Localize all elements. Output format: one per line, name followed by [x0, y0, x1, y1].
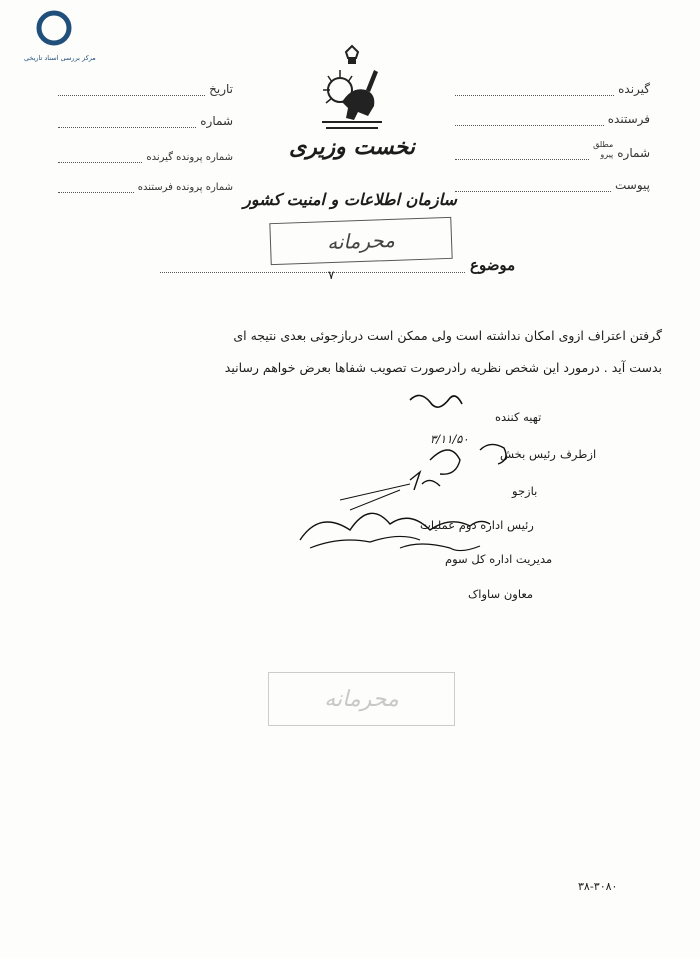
- number-field-right: [455, 140, 650, 160]
- recipient-file-dots: [58, 150, 142, 163]
- subject-line: [160, 272, 465, 273]
- section-head-label: رئیس بخش: [500, 447, 556, 461]
- date-field: [58, 82, 233, 96]
- body-line-2: بدست آید . درمورد این شخص نظریه رادرصورت تصویب شفاها بعرض خواهم رسانید: [224, 360, 662, 375]
- confidential-stamp-faint-text: محرمانه: [324, 686, 399, 712]
- recipient-field: [455, 82, 650, 96]
- attachment-field: [455, 178, 650, 192]
- dept-head-label: رئیس اداره دوم عملیات: [420, 518, 534, 532]
- recipient-label: گیرنده: [618, 82, 650, 96]
- from-side-label: ازطرف: [560, 447, 597, 461]
- interrogator-label: بازجو: [512, 484, 538, 498]
- attachment-dots: [455, 179, 611, 192]
- confidential-stamp: [269, 217, 452, 265]
- general-director-label: مدیریت اداره کل سوم: [445, 552, 553, 566]
- confidential-stamp-faint: [268, 672, 455, 726]
- sender-field: [455, 112, 650, 126]
- number-note-bottom: پیرو: [600, 150, 614, 159]
- preparer-label: تهیه کننده: [495, 410, 542, 424]
- lion-and-sun-emblem-icon: [312, 46, 392, 136]
- recipient-dots: [455, 83, 614, 96]
- confidential-stamp-text: محرمانه: [326, 227, 396, 255]
- recipient-file-label: شماره پرونده گیرنده: [146, 152, 233, 163]
- organization-name: سازمان اطلاعات و امنیت کشور: [243, 190, 457, 209]
- attachment-label: پیوست: [615, 178, 650, 192]
- sender-label: فرستنده: [607, 112, 650, 126]
- number-notes: [593, 140, 613, 160]
- body-line-1: گرفتن اعتراف ازوی امکان نداشته است ولی ممکن است دربازجوئی بعدی نتیجه ای: [233, 328, 662, 343]
- number-label-right: شماره: [617, 146, 650, 160]
- ministry-title: نخست وزیری: [289, 134, 415, 160]
- archive-logo: [8, 10, 118, 60]
- date-label: تاریخ: [209, 82, 233, 96]
- signature-scribbles-icon: [280, 390, 580, 570]
- archive-logo-icon: [36, 10, 76, 50]
- document-code: ۳۸-۳۰۸۰: [578, 880, 618, 893]
- number-note-top: مطلق: [593, 140, 614, 149]
- sender-dots: [455, 113, 604, 126]
- subject-number: ۷: [328, 268, 335, 282]
- number-label-left: شماره: [200, 114, 233, 128]
- subject-label: موضوع: [470, 256, 516, 274]
- sender-file-dots: [58, 180, 134, 193]
- number-field-left: [58, 114, 233, 128]
- number-dots-left: [58, 115, 196, 128]
- number-dots-right: [455, 147, 589, 160]
- sender-file-field: [58, 180, 233, 193]
- handwritten-date: ۳/۱۱/۵۰: [430, 432, 469, 446]
- sender-file-label: شماره پرونده فرستنده: [137, 182, 233, 193]
- recipient-file-field: [58, 150, 233, 163]
- date-dots: [58, 83, 205, 96]
- logo-caption: مرکز بررسی اسناد تاریخی: [24, 54, 96, 62]
- deputy-label: معاون ساواک: [468, 587, 534, 601]
